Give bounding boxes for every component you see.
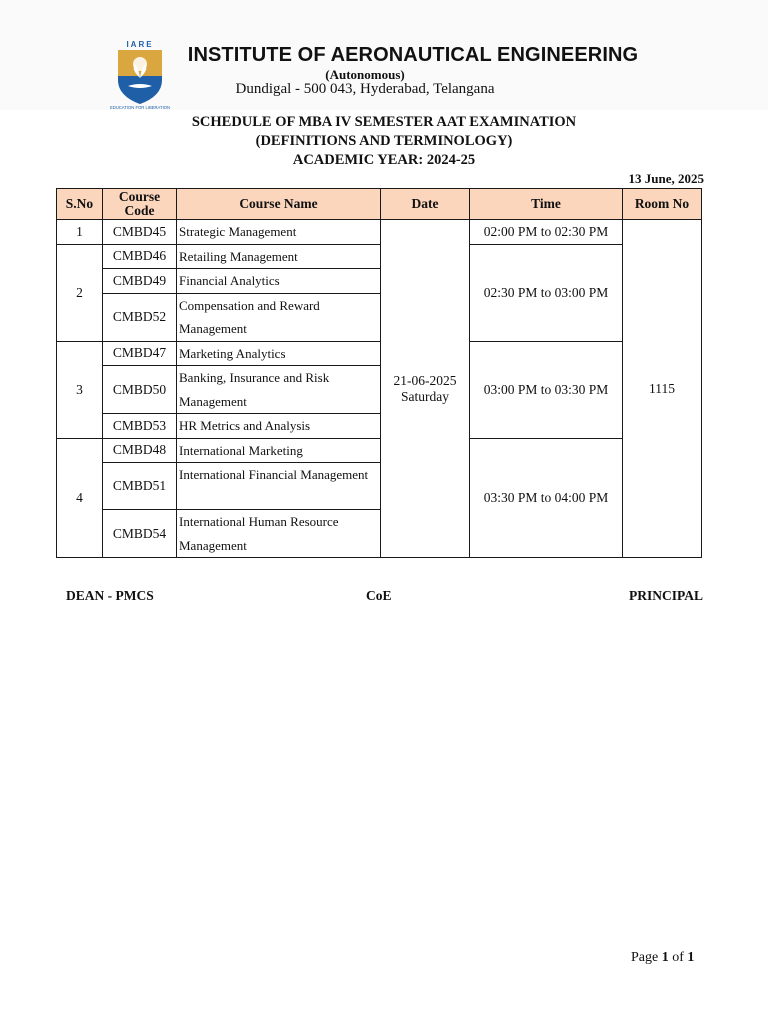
course-name-cell: Strategic Management xyxy=(177,220,381,245)
course-code-cell: CMBD49 xyxy=(103,269,177,294)
exam-date-cell xyxy=(381,220,470,558)
course-code-cell: CMBD51 xyxy=(103,463,177,510)
table-row xyxy=(57,220,702,245)
course-name-cell: Retailing Management xyxy=(177,244,381,269)
course-code-cell: CMBD54 xyxy=(103,510,177,558)
academic-year: ACADEMIC YEAR: 2024-25 xyxy=(292,152,476,168)
time-cell: 03:30 PM to 04:00 PM xyxy=(470,438,623,558)
svg-text:IARE: IARE xyxy=(126,40,154,49)
course-name-cell: Financial Analytics xyxy=(177,269,381,294)
time-cell: 02:00 PM to 02:30 PM xyxy=(470,220,623,245)
page-number xyxy=(631,950,694,966)
header-room: Room No xyxy=(623,189,702,220)
sno-cell: 4 xyxy=(57,438,103,558)
course-name-cell: International Human Resource Management xyxy=(177,510,381,558)
institute-logo xyxy=(104,38,176,110)
header-date: Date xyxy=(381,189,470,220)
course-code-cell: CMBD50 xyxy=(103,366,177,414)
course-name-cell: International Marketing xyxy=(177,438,381,463)
room-cell: 1115 xyxy=(623,220,702,558)
sno-cell: 2 xyxy=(57,244,103,341)
institute-address: Dundigal - 500 043, Hyderabad, Telangana xyxy=(235,81,495,97)
course-code-cell: CMBD47 xyxy=(103,341,177,366)
course-name-cell: Banking, Insurance and Risk Management xyxy=(177,366,381,414)
header-time: Time xyxy=(470,189,623,220)
course-code-cell: CMBD45 xyxy=(103,220,177,245)
course-name-cell: HR Metrics and Analysis xyxy=(177,414,381,439)
schedule-title: SCHEDULE OF MBA IV SEMESTER AAT EXAMINATION xyxy=(191,114,577,130)
signature-dean: DEAN - PMCS xyxy=(66,588,154,603)
table-header-row xyxy=(57,189,702,220)
page-current: 1 xyxy=(661,950,669,965)
course-code-cell: CMBD48 xyxy=(103,438,177,463)
course-code-cell: CMBD46 xyxy=(103,244,177,269)
schedule-subject: (DEFINITIONS AND TERMINOLOGY) xyxy=(255,133,513,149)
course-name-cell: International Financial Management xyxy=(177,463,381,510)
time-cell: 03:00 PM to 03:30 PM xyxy=(470,341,623,438)
svg-text:EDUCATION FOR LIBERATION: EDUCATION FOR LIBERATION xyxy=(109,105,171,110)
table-row xyxy=(57,244,702,269)
header-course-name: Course Name xyxy=(177,189,381,220)
page-total: 1 xyxy=(687,950,695,965)
sno-cell: 3 xyxy=(57,341,103,438)
header-course-code: Course Code xyxy=(103,189,177,220)
course-name-cell: Compensation and Reward Management xyxy=(177,293,381,341)
institute-name: INSTITUTE OF AERONAUTICAL ENGINEERING xyxy=(187,44,639,66)
time-cell: 02:30 PM to 03:00 PM xyxy=(470,244,623,341)
autonomous-label: (Autonomous) xyxy=(325,67,405,82)
table-row xyxy=(57,438,702,463)
page-word: Page xyxy=(631,950,659,965)
signature-coe: CoE xyxy=(366,588,392,603)
course-code-cell: CMBD53 xyxy=(103,414,177,439)
table-row xyxy=(57,341,702,366)
exam-schedule-table xyxy=(56,188,702,558)
exam-date: 21-06-2025 xyxy=(393,372,457,388)
header-sno: S.No xyxy=(57,189,103,220)
exam-day: Saturday xyxy=(401,388,449,404)
course-name-cell: Marketing Analytics xyxy=(177,341,381,366)
page-of: of xyxy=(672,950,684,965)
course-code-cell: CMBD52 xyxy=(103,293,177,341)
signature-principal: PRINCIPAL xyxy=(629,588,703,603)
document-date: 13 June, 2025 xyxy=(628,171,704,186)
sno-cell: 1 xyxy=(57,220,103,245)
